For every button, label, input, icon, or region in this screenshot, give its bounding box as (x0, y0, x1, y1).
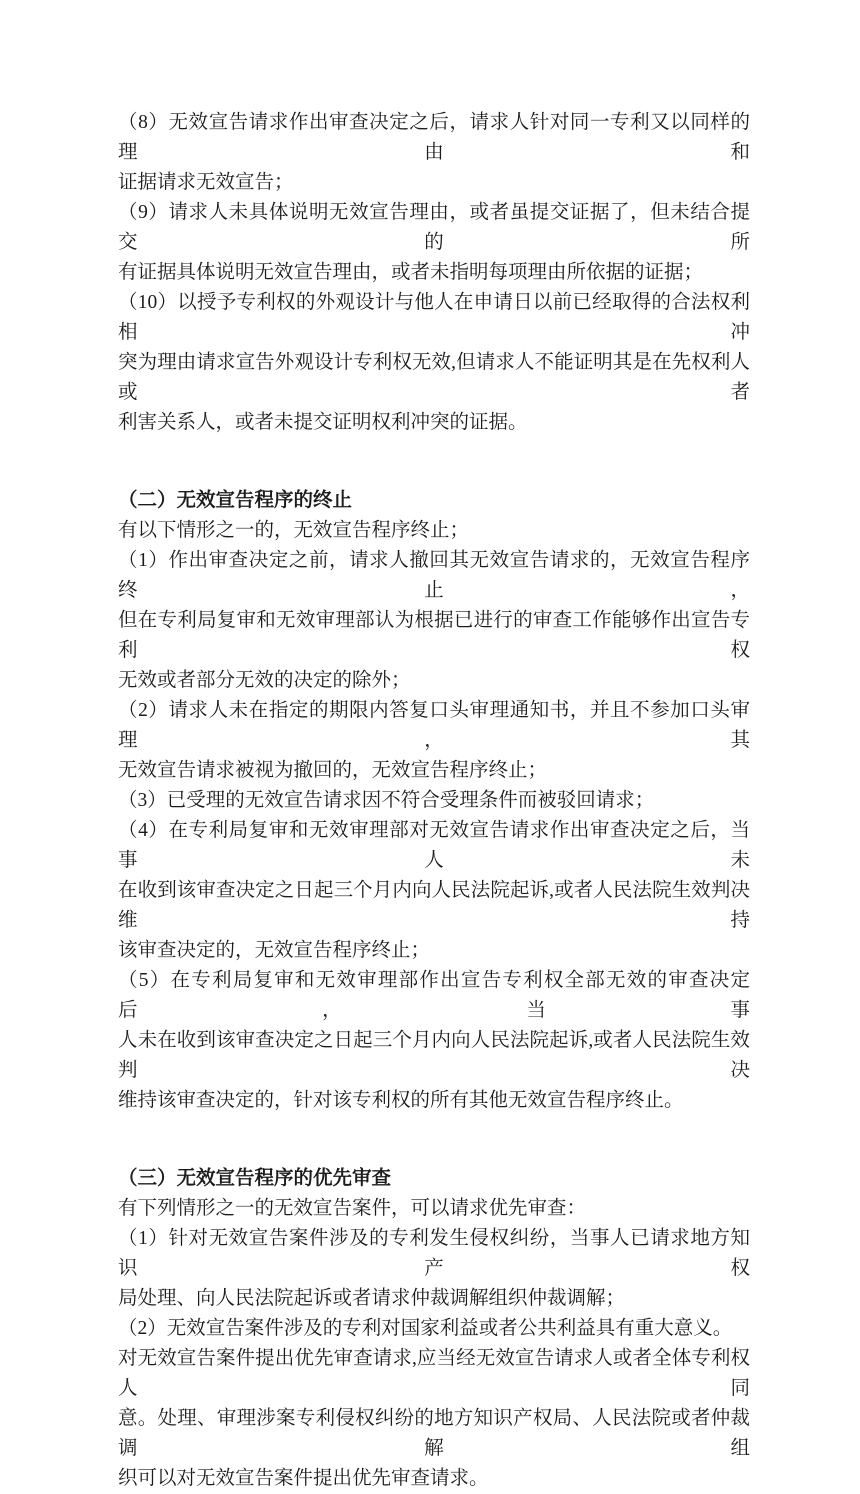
section-heading (118, 1164, 750, 1194)
paragraph (118, 1314, 750, 1344)
paragraph (118, 288, 750, 438)
text-line: 无效宣告请求被视为撤回的，无效宣告程序终止； (118, 760, 548, 781)
text-line: 意。处理、审理涉案专利侵权纠纷的地方知识产权局、人民法院或者仲裁调解组 (118, 1408, 750, 1459)
text-line: （2）请求人未在指定的期限内答复口头审理通知书，并且不参加口头审理，其 (118, 700, 750, 751)
text-line: 有证据具体说明无效宣告理由，或者未指明每项理由所依据的证据； (118, 262, 704, 283)
text-line: 维持该审查决定的，针对该专利权的所有其他无效宣告程序终止。 (118, 1090, 684, 1111)
text-line: 局处理、向人民法院起诉或者请求仲裁调解组织仲裁调解； (118, 1288, 626, 1309)
paragraph (118, 198, 750, 288)
text-line: 该审查决定的，无效宣告程序终止； (118, 940, 431, 961)
text-line: 人未在收到该审查决定之日起三个月内向人民法院起诉,或者人民法院生效判决 (118, 1030, 750, 1081)
text-line: 织可以对无效宣告案件提出优先审查请求。 (118, 1468, 489, 1489)
text-line: （9）请求人未具体说明无效宣告理由，或者虽提交证据了，但未结合提交的所 (118, 202, 750, 253)
text-line: （1）作出审查决定之前，请求人撤回其无效宣告请求的，无效宣告程序终止， (118, 550, 750, 601)
paragraph (118, 108, 750, 198)
text-line: （1）针对无效宣告案件涉及的专利发生侵权纠纷，当事人已请求地方知识产权 (118, 1228, 750, 1279)
text-line: 有下列情形之一的无效宣告案件，可以请求优先审查： (118, 1198, 587, 1219)
paragraph (118, 546, 750, 696)
text-line: （4）在专利局复审和无效审理部对无效宣告请求作出审查决定之后，当事人未 (118, 820, 750, 871)
document-page-content (118, 108, 750, 1494)
text-line: （3）已受理的无效宣告请求因不符合受理条件而被驳回请求； (118, 790, 655, 811)
text-line: （10）以授予专利权的外观设计与他人在申请日以前已经取得的合法权利相冲 (118, 292, 750, 343)
text-line: （三）无效宣告程序的优先审查 (118, 1168, 392, 1189)
text-line: 有以下情形之一的，无效宣告程序终止； (118, 520, 470, 541)
text-line: （8）无效宣告请求作出审查决定之后，请求人针对同一专利又以同样的理由和 (118, 112, 750, 163)
section-heading (118, 486, 750, 516)
paragraph (118, 816, 750, 966)
text-line: 无效或者部分无效的决定的除外； (118, 670, 411, 691)
text-line: 利害关系人，或者未提交证明权利冲突的证据。 (118, 412, 528, 433)
text-line: 在收到该审查决定之日起三个月内向人民法院起诉,或者人民法院生效判决维持 (118, 880, 750, 931)
text-line: （2）无效宣告案件涉及的专利对国家利益或者公共利益具有重大意义。 (118, 1318, 733, 1339)
paragraph (118, 1194, 750, 1224)
text-line: （二）无效宣告程序的终止 (118, 490, 353, 511)
text-line: 证据请求无效宣告； (118, 172, 294, 193)
paragraph (118, 1344, 750, 1494)
paragraph (118, 1224, 750, 1314)
paragraph (118, 786, 750, 816)
text-line: （5）在专利局复审和无效审理部作出宣告专利权全部无效的审查决定后，当事 (118, 970, 750, 1021)
paragraph (118, 966, 750, 1116)
text-line: 突为理由请求宣告外观设计专利权无效,但请求人不能证明其是在先权利人或者 (118, 352, 750, 403)
paragraph (118, 696, 750, 786)
text-line: 但在专利局复审和无效审理部认为根据已进行的审查工作能够作出宣告专利权 (118, 610, 750, 661)
paragraph (118, 516, 750, 546)
text-line: 对无效宣告案件提出优先审查请求,应当经无效宣告请求人或者全体专利权人同 (118, 1348, 750, 1399)
